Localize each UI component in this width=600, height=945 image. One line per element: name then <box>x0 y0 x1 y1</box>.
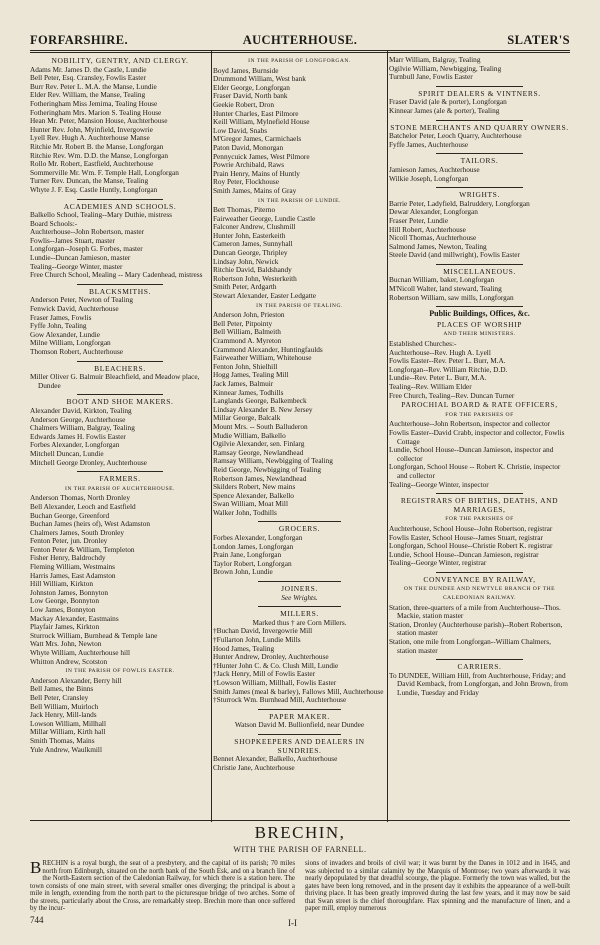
section-separator <box>436 572 523 573</box>
directory-entry: Balkello School, Tealing--Mary Duthie, mistress <box>30 210 173 220</box>
directory-entry: Lundie--Duncan Jamieson, master <box>30 253 131 263</box>
directory-entry: Fowlis Easter--Rev. Peter L. Burr, M.A. <box>389 356 506 366</box>
section-heading: MISCELLANEOUS. <box>443 266 516 276</box>
directory-entry: Lundie, School House--Duncan Jamieson, registrar <box>389 549 539 559</box>
directory-entry: Bell Peter, Esq. Cransley, Fowlis Easter <box>30 73 146 83</box>
section-heading: PLACES OF WORSHIP <box>436 319 523 329</box>
directory-entry: Mudie William, Balkello <box>213 430 286 440</box>
directory-entry: Ogilvie Alexander, sen. Finlarg <box>213 439 305 449</box>
directory-entry: Ritchie Mr. Robert B. the Manse, Longforgan <box>30 141 164 151</box>
directory-entry: Lyell Rev. Hugh A. Auchterhouse Manse <box>30 133 150 143</box>
section-heading: NOBILITY, GENTRY, AND CLERGY. <box>51 56 189 65</box>
brechin-paragraph-1: RECHIN is a royal burgh, the seat of a presbytery, and the capital of its parish; 70 miles north from Edinburgh, situated on the north bank of the South Esk, and on a branch line of the North-Eastern section of the Caledonian Railway, for which there is a station here. The town consists of one main street, with several smaller ones diverging; the principal is about a mile in length, extending from the north part to the picturesque bridge of two arches. Some of the streets, particularly about the Cross, are remarkably steep. Brechin more than once suffered by the incur- <box>30 860 295 912</box>
section-heading: PAPER MAKER. <box>269 711 330 721</box>
directory-entry: Wilkie Joseph, Longforgan <box>389 173 469 183</box>
directory-entry: Auchterhouse--Rev. Hugh A. Lyell <box>389 347 491 357</box>
directory-entry: Station, Dronley (Auchterhouse parish)--Robert Robertson, station master <box>389 619 563 638</box>
section-heading: BLEACHERS. <box>94 363 146 373</box>
section-heading: MILLERS. <box>280 609 319 619</box>
directory-entry: Hood James, Tealing <box>213 643 275 653</box>
directory-entry: Adams Mr. James D. the Castle, Lundie <box>30 64 147 74</box>
place-heading: AUCHTERHOUSE. <box>242 33 358 47</box>
directory-entry: Bell James, the Binns <box>30 684 94 694</box>
section-heading: SPIRIT DEALERS & VINTNERS. <box>418 88 541 98</box>
directory-entry: †Sturrock Wm. Burnhead Mill, Auchterhouse <box>213 695 347 705</box>
directory-entry: †Buchan David, Invergowrie Mill <box>213 626 313 636</box>
directory-entry: Tealing--George Winter, registrar <box>389 558 487 568</box>
directory-entry: Sturrock William, Burnhead & Temple lane <box>30 630 158 640</box>
directory-entry: Whyte William, Auchterhouse hill <box>30 648 131 657</box>
directory-entry: Bucnan William, baker, Longforgan <box>389 275 495 285</box>
directory-entry: Anderson John, Prieston <box>213 310 285 320</box>
publisher-heading: SLATER'S <box>507 33 570 47</box>
section-separator <box>258 521 341 522</box>
directory-entry: Fotheringham Mrs. Marion S. Tealing House <box>30 107 162 117</box>
directory-entry: Elder George, Longforgan <box>213 82 290 92</box>
directory-entry: Hogg James, Tealing Mill <box>213 370 289 380</box>
directory-entry: Whyte J. F. Esq. Castle Huntly, Longforgan <box>30 184 158 194</box>
section-separator <box>77 471 163 472</box>
section-heading: ACADEMIES AND SCHOOLS. <box>63 201 177 211</box>
directory-entry: Lundie--Rev. Peter L. Burr, M.A. <box>389 373 487 383</box>
directory-entry: Bennet Alexander, Balkello, Auchterhouse <box>213 754 338 764</box>
directory-entry: Ramsay George, Newlandhead <box>213 447 304 457</box>
directory-entry: Spence Alexander, Balkello <box>213 490 294 500</box>
directory-entry: †Lowson William, Millhall, Fowlis Easter <box>213 677 337 687</box>
section-heading: Public Buildings, Offices, &c. <box>429 309 530 319</box>
directory-entry: Pennycuick James, West Pilmore <box>213 151 310 161</box>
directory-entry: Fenton Peter, jun. Dronley <box>30 536 108 546</box>
directory-entry: Tealing--Rev. William Elder <box>389 382 472 391</box>
directory-entry: Bell William, Muirloch <box>30 701 99 711</box>
drop-cap: B <box>30 860 42 877</box>
directory-entry: Lundie, School House--Duncan Jamieson, inspector and collector <box>389 445 554 463</box>
directory-entry: Fraser David, North bank <box>213 91 288 101</box>
running-header <box>30 33 570 47</box>
directory-entry: Buchan James (heirs of), West Adamston <box>30 519 151 529</box>
directory-entry: Bell Peter, Pitpointy <box>213 318 273 328</box>
directory-entry: Longforgan--Joseph G. Forbes, master <box>30 244 143 254</box>
section-heading: WRIGHTS. <box>459 190 500 200</box>
section-separator <box>258 734 341 735</box>
directory-entry: Buchan George, Greenford <box>30 510 110 520</box>
directory-entry: Crammond A. Myreton <box>213 336 282 345</box>
directory-entry: †Jack Henry, Mill of Fowlis Easter <box>213 669 316 679</box>
section-subheading: See Wrights. <box>281 592 318 602</box>
section-separator <box>436 659 523 660</box>
section-subheading: FOR THE PARISHES OF <box>445 411 514 418</box>
section-heading: STONE MERCHANTS AND QUARRY OWNERS. <box>390 122 569 132</box>
directory-entry: Smith James (meal & barley), Fallows Mill, Auchterhouse <box>213 686 384 696</box>
section-subheading: IN THE PARISH OF FOWLIS EASTER. <box>65 668 175 675</box>
directory-entry: Crammond Alexander, Huntingfaulds <box>213 344 323 354</box>
directory-entry: Fisher Henry, Baldrochdy <box>30 553 106 563</box>
directory-entry: Watt Mrs. John, Newton <box>30 639 102 649</box>
directory-entry: Mitchell George Dronley, Auchterhouse <box>30 457 147 467</box>
brechin-subtitle: WITH THE PARISH OF FARNELL. <box>233 845 367 854</box>
column-3 <box>389 56 570 816</box>
directory-entry: Jack Henry, Mill-lands <box>30 710 97 720</box>
directory-entry: Taylor Robert, Longforgan <box>213 558 292 568</box>
directory-entry: Chalmers William, Balgray, Tealing <box>30 423 135 433</box>
section-subheading: FOR THE PARISHES OF <box>445 516 514 523</box>
directory-entry: Hunter John, Easterkeith <box>213 230 286 240</box>
directory-entry: Harris James, East Adamston <box>30 570 116 580</box>
column-1 <box>30 56 210 816</box>
directory-entry: Skilders Robert, New mains <box>213 482 296 492</box>
directory-entry: Ramsay William, Newbigging of Tealing <box>213 456 333 466</box>
directory-entry: Bell William, Balmeith <box>213 327 281 337</box>
directory-entry: Anderson Thomas, North Dronley <box>30 493 130 503</box>
directory-entry: Hill Robert, Auchterhouse <box>389 224 466 234</box>
directory-entry: Robertson William, saw mills, Longforgan <box>389 292 514 302</box>
directory-entry: Robertson John, Westerkeith <box>213 273 297 283</box>
directory-entry: Auchterhouse--John Robertson, master <box>30 227 145 237</box>
directory-entry: Station, three-quarters of a mile from Auchterhouse--Thos. Mackie, station master <box>389 602 561 621</box>
directory-entry: Prain Henry, Mains of Huntly <box>213 168 300 178</box>
directory-entry: Fairweather George, Lundie Castle <box>213 213 316 223</box>
section-heading: FARMERS. <box>99 474 141 484</box>
directory-entry: Tealing--George Winter, inspector <box>389 479 489 489</box>
directory-entry: Station, one mile from Longforgan--William Chalmers, station master <box>389 637 551 655</box>
directory-entry: Turner Rev. Duncan, the Manse, Tealing <box>30 176 149 186</box>
brechin-title: BRECHIN, <box>254 823 346 842</box>
section-heading: JOINERS. <box>281 584 318 594</box>
section-heading: BOOT AND SHOE MAKERS. <box>66 397 174 407</box>
section-subheading: IN THE PARISH OF AUCHTERHOUSE. <box>65 485 175 492</box>
directory-entry: Keill William, Mylnefield House <box>213 117 310 127</box>
section-separator <box>436 120 523 121</box>
directory-entry: Falconer Andrew, Clushmill <box>213 222 296 232</box>
directory-entry: Fraser Peter, Lundie <box>389 215 449 225</box>
section-separator <box>436 493 523 494</box>
directory-entry: Barrie Peter, Ladyfield, Balruddery, Longforgan <box>389 198 530 208</box>
directory-entry: Smith Peter, Ardgarth <box>213 282 277 292</box>
directory-entry: Ritchie Rev. Wm. D.D. the Manse, Longforgan <box>30 150 169 160</box>
directory-entry: Miller Oliver G. Balmuir Bleachfield, and Meadow place, Dundee <box>30 372 200 390</box>
directory-entry: Stewart Alexander, Easter Ledgatte <box>213 291 317 301</box>
directory-entry: Low George, Bonnyton <box>30 596 99 606</box>
section-rule <box>30 820 570 821</box>
directory-entry: Paton David, Monorgan <box>213 142 284 152</box>
directory-entry: Fraser David (ale & porter), Longforgan <box>389 97 507 107</box>
directory-entry: Longforgan--Rev. William Ritchie, D.D. <box>389 364 508 374</box>
directory-entry: Established Churches:- <box>389 339 457 349</box>
section-subheading: IN THE PARISH OF LONGFORGAN. <box>248 58 351 64</box>
directory-entry: Millar William, Kirth hall <box>30 727 106 737</box>
directory-entry: Batchelor Peter, Leoch Quarry, Auchterhouse <box>389 131 522 141</box>
county-heading: FORFARSHIRE. <box>30 33 128 47</box>
directory-entry: Salmond James, Newton, Tealing <box>389 241 487 251</box>
directory-entry: Fyffe John, Tealing <box>30 321 87 331</box>
section-subheading: Marked thus † are Corn Millers. <box>252 617 347 627</box>
directory-entry: Auchterhouse--John Robertson, inspector and collector <box>389 419 551 429</box>
section-separator <box>258 709 341 710</box>
directory-entry: Anderson Alexander, Berry hill <box>30 675 122 685</box>
directory-entry: Nicoll Thomas, Auchterhouse <box>389 233 477 243</box>
section-separator <box>258 606 341 607</box>
directory-entry: Edwards James H. Fowlis Easter <box>30 431 126 441</box>
directory-entry: Longforgan, School House -- Robert K. Christie, inspector and collector <box>389 462 561 480</box>
section-separator <box>436 264 523 265</box>
directory-entry: Christie Jane, Auchterhouse <box>213 762 295 772</box>
directory-entry: Mackay Alexander, Eastmains <box>30 613 119 623</box>
section-separator <box>258 581 341 582</box>
directory-entry: Anderson George, Auchterhouse <box>30 414 126 424</box>
directory-entry: Roy Peter, Flockhouse <box>213 177 279 187</box>
directory-entry: Lindsay John, Newick <box>213 256 279 266</box>
section-separator <box>77 361 163 362</box>
directory-entry: Low David, Snabs <box>213 125 268 135</box>
directory-entry: Milne William, Longforgan <box>30 338 111 348</box>
directory-entry: Smith Thomas, Mains <box>30 735 95 745</box>
directory-entry: †Fullarton John, Lundie Mills <box>213 635 301 644</box>
directory-entry: Auchterhouse, School House--John Robertson, registrar <box>389 523 553 533</box>
directory-entry: M'Nicoll Walter, land steward, Tealing <box>389 284 502 294</box>
directory-entry: Hunter Rev. John, Myinfield, Invergowrie <box>30 124 153 134</box>
section-separator <box>436 86 523 87</box>
directory-entry: Kinnear James (ale & porter), Tealing <box>389 105 500 115</box>
directory-entry: Johnston James, Bonnyton <box>30 587 109 597</box>
directory-entry: Hean Mr. Peter, Mansion House, Auchterhouse <box>30 116 168 126</box>
column-divider-1 <box>211 51 212 822</box>
directory-entry: Forbes Alexander, Longforgan <box>30 440 120 450</box>
directory-entry: Fenton John, Shielhill <box>213 361 278 371</box>
directory-entry: Kinnear James, Todhills <box>213 387 284 397</box>
directory-entry: To DUNDEE, William Hill, from Auchterhouse, Friday; and David Kemback, from Longforgan, and John Brown, from Lundie, Tuesday and Friday <box>389 670 568 697</box>
directory-entry: Hunter Charles, East Pilmore <box>213 108 299 118</box>
directory-entry: Fenwick David, Auchterhouse <box>30 304 119 314</box>
directory-entry: Fotheringham Miss Jemima, Tealing House <box>30 98 158 108</box>
directory-entry: Fowlis Easter, School House--James Stuart, registrar <box>389 532 543 542</box>
brechin-text-col-2 <box>305 860 570 914</box>
directory-entry: Alexander David, Kirkton, Tealing <box>30 405 132 415</box>
directory-entry: Mitchell Duncan, Lundie <box>30 448 104 458</box>
directory-entry: Whitton Andrew, Scotston <box>30 656 108 666</box>
section-subheading: Watson David M. Bullionfield, near Dundee <box>234 720 365 730</box>
directory-entry: Hill William, Kirkton <box>30 579 94 589</box>
section-separator <box>77 199 163 200</box>
directory-entry: Prain Jane, Longforgan <box>213 550 282 560</box>
column-divider-2 <box>387 51 388 822</box>
brechin-paragraph-2: sions of invaders and broils of civil war; it was burnt by the Danes in 1012 and in 1645, and was subjected to a similar calamity by the Marquis of Montrose; two years afterwards it was nearly depopulated by that dreadful scourge, the plague. Formerly the town was walled, but the gates have been long removed, and in the present day it exhibits the appearance of a well-built thriving place. It has been greatly improved during the last few years, and it may now be said that Swan street is the chief thoroughfare. Flax spinning and the manufacture of linen, and a paper mill, employ numerous <box>305 860 570 912</box>
section-subheading: IN THE PARISH OF LUNDIE. <box>257 197 341 204</box>
directory-entry: Jamieson James, Auchterhouse <box>389 164 480 174</box>
directory-entry: Playfair James, Kirkton <box>30 622 100 632</box>
section-heading: SHOPKEEPERS AND DEALERS IN SUNDRIES. <box>234 736 365 755</box>
directory-entry: Boyd James, Burnside <box>213 65 279 75</box>
directory-entry: Free Church School, Mealing -- Mary Cadenhead, mistress <box>30 270 203 280</box>
column-2 <box>213 56 386 816</box>
directory-entry: Fenton Peter & William, Templeton <box>30 544 135 554</box>
directory-entry: Yule Andrew, Waulkmill <box>30 744 102 754</box>
directory-entry: Fraser James, Fowlis <box>30 312 92 322</box>
directory-entry: London James, Longforgan <box>213 541 294 551</box>
directory-entry: Fyffe James, Auchterhouse <box>389 139 469 149</box>
directory-entry: Bett Thomas, Piterno <box>213 205 276 215</box>
directory-entry: Langlands George, Balkembeck <box>213 396 307 406</box>
section-heading: GROCERS. <box>278 524 321 534</box>
directory-entry: M'Gregor James, Carmichaels <box>213 134 302 144</box>
directory-entry: Millar George, Balcalk <box>213 413 281 423</box>
brechin-text-col-1 <box>30 860 295 914</box>
section-heading: CONVEYANCE BY RAILWAY, <box>423 574 536 584</box>
page-number: 744 <box>30 915 44 925</box>
directory-entry: Tealing--George Winter, master <box>30 261 123 271</box>
section-separator <box>77 284 163 285</box>
section-heading: REGISTRARS OF BIRTHS, DEATHS, AND MARRIAGES, <box>400 496 559 514</box>
section-subheading: AND THEIR MINISTERS. <box>443 331 516 338</box>
directory-entry: Ogilvie William, Newbigging, Tealing <box>389 63 502 73</box>
directory-entry: Bell Alexander, Leoch and Eastfield <box>30 501 136 511</box>
directory-entry: Anderson Peter, Newton of Tealing <box>30 295 134 305</box>
directory-entry: Dewar Alexander, Longforgan <box>389 207 478 217</box>
directory-entry: Longforgan, School House--Christie Robert K. registrar <box>389 541 553 551</box>
directory-entry: Walker John, Todhills <box>213 507 277 517</box>
directory-entry: Swan William, Moat Mill <box>213 499 288 509</box>
directory-entry: Board Schools:- <box>30 218 78 228</box>
section-subheading: IN THE PARISH OF TEALING. <box>256 302 343 309</box>
directory-entry: Marr William, Balgray, Tealing <box>389 56 481 64</box>
directory-entry: Fairweather William, Whitehouse <box>213 353 312 363</box>
directory-entry: Burr Rev. Peter L. M.A. the Manse, Lundie <box>30 81 157 91</box>
directory-entry: Ritchie David, Baldshandy <box>213 265 292 275</box>
directory-entry: Powrie Archibald, Raws <box>213 160 285 170</box>
directory-entry: Fleming William, Westmains <box>30 562 115 572</box>
directory-entry: Geekie Robert, Dron <box>213 99 274 109</box>
directory-entry: Lowson William, Millhall <box>30 718 106 728</box>
directory-entry: Forbes Alexander, Longforgan <box>213 533 303 543</box>
directory-entry: Gow Alexander, Lundie <box>30 329 101 339</box>
section-heading: PAROCHIAL BOARD & RATE OFFICERS, <box>401 400 558 410</box>
directory-entry: Chalmers James, South Dronley <box>30 527 125 537</box>
directory-entry: Steele David (and millwright), Fowlis Easter <box>389 250 520 260</box>
directory-entry: Mount Mrs. -- South Balluderon <box>213 421 308 431</box>
directory-entry: Duncan George, Thripley <box>213 248 288 258</box>
directory-entry: Smith James, Mains of Gray <box>213 185 297 195</box>
directory-entry: Cameron James, Sunnyhall <box>213 239 293 249</box>
directory-entry: Elder Rev. William, the Manse, Tealing <box>30 90 146 100</box>
section-separator <box>436 306 523 307</box>
directory-entry: Turnbull Jane, Fowlis Easter <box>389 72 473 82</box>
section-separator <box>77 394 163 395</box>
header-rule <box>30 50 570 51</box>
directory-entry: Sommerville Mr. Wm. F. Temple Hall, Longforgan <box>30 167 179 177</box>
section-separator <box>436 153 523 154</box>
directory-entry: Fowlis--James Stuart, master <box>30 235 115 245</box>
section-separator <box>436 187 523 188</box>
section-heading: BLACKSMITHS. <box>89 286 151 296</box>
directory-entry: Fowlis Easter--David Crabb, inspector and collector, Fowlis Cottage <box>389 427 565 446</box>
header-rule-2 <box>30 52 570 53</box>
directory-entry: Low James, Bonnyton <box>30 605 96 615</box>
section-subheading: ON THE DUNDEE AND NEWTYLE BRANCH OF THE CALEDONIAN RAILWAY. <box>403 586 556 602</box>
directory-entry: Reid George, Newbigging of Tealing <box>213 464 322 474</box>
directory-entry: Brown John, Lundie <box>213 567 273 577</box>
directory-entry: Rollo Mr. Robert, Eastfield, Auchterhouse <box>30 159 154 169</box>
directory-entry: Jack James, Balmuir <box>213 378 274 388</box>
directory-entry: Lindsay Alexander B. New Jersey <box>213 404 313 414</box>
directory-entry: Bell Peter, Cransley <box>30 692 89 702</box>
directory-entry: Thomson Robert, Auchterhouse <box>30 347 124 356</box>
section-heading: TAILORS. <box>460 156 499 166</box>
directory-entry: Robertson James, Newlandhead <box>213 473 307 483</box>
directory-entry: Drummond William, West bank <box>213 74 306 84</box>
directory-entry: Hunter Andrew, Dronley, Auchterhouse <box>213 652 329 662</box>
directory-entry: †Hunter John C. & Co. Clush Mill, Lundie <box>213 660 339 670</box>
signature-mark: I-I <box>288 918 297 928</box>
section-heading: CARRIERS. <box>457 662 502 672</box>
directory-entry: Free Church, Tealing--Rev. Duncan Turner <box>389 390 515 400</box>
